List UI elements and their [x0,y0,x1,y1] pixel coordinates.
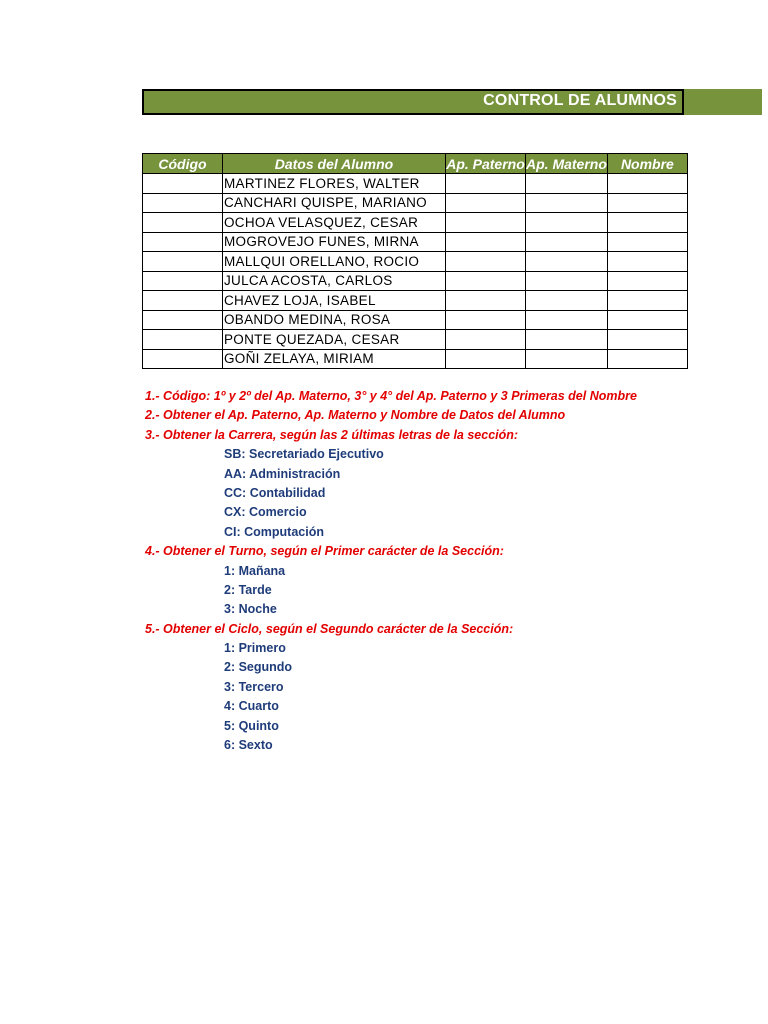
table-header-row [143,154,688,174]
ap-paterno-cell[interactable] [446,232,526,252]
codigo-cell[interactable] [143,271,223,291]
datos-alumno-cell[interactable]: MARTINEZ FLORES, WALTER [223,174,446,194]
option-item: AA: Administración [224,466,341,481]
option-item: 3: Tercero [224,679,284,694]
ap-materno-cell[interactable] [526,174,608,194]
header-codigo: Código [143,154,223,174]
header-ap-paterno: Ap. Paterno [446,155,525,172]
nombre-cell[interactable] [607,174,687,194]
instruction-item: 3.- Obtener la Carrera, según las 2 últimas letras de la sección: [145,427,519,442]
ap-materno-cell[interactable] [526,271,608,291]
ap-paterno-cell[interactable] [446,213,526,233]
datos-alumno-cell[interactable]: PONTE QUEZADA, CESAR [223,330,446,350]
option-item: 4: Cuarto [224,699,279,714]
ap-materno-cell[interactable] [526,330,608,350]
table-body [143,174,688,369]
nombre-cell[interactable] [607,193,687,213]
ap-paterno-cell[interactable] [446,174,526,194]
option-item: 5: Quinto [224,718,279,733]
instruction-item: 2.- Obtener el Ap. Paterno, Ap. Materno y Nombre de Datos del Alumno [145,408,566,423]
table-row [143,271,688,291]
table-row [143,213,688,233]
codigo-cell[interactable] [143,232,223,252]
datos-alumno-cell[interactable]: GOÑI ZELAYA, MIRIAM [223,349,446,369]
codigo-cell[interactable] [143,291,223,311]
option-item: 1: Primero [224,641,286,656]
option-item: 2: Tarde [224,582,272,597]
nombre-cell[interactable] [607,232,687,252]
codigo-cell[interactable] [143,330,223,350]
datos-alumno-cell[interactable]: MALLQUI ORELLANO, ROCIO [223,252,446,272]
ap-materno-cell[interactable] [526,291,608,311]
ap-paterno-cell[interactable] [446,349,526,369]
codigo-cell[interactable] [143,213,223,233]
codigo-cell[interactable] [143,252,223,272]
nombre-cell[interactable] [607,310,687,330]
instruction-item: 1.- Código: 1º y 2º del Ap. Materno, 3° y 4° del Ap. Paterno y 3 Primeras del Nombre [145,389,637,403]
nombre-cell[interactable] [607,213,687,233]
codigo-cell[interactable] [143,174,223,194]
page-title: CONTROL DE ALUMNOS [483,92,677,109]
header-datos-alumno: Datos del Alumno [223,154,446,174]
codigo-cell[interactable] [143,349,223,369]
nombre-cell[interactable] [607,291,687,311]
option-item: 1: Mañana [224,563,286,578]
instruction-item: 4.- Obtener el Turno, según el Primer carácter de la Sección: [145,544,504,559]
ap-paterno-cell[interactable] [446,271,526,291]
ap-materno-cell[interactable] [526,310,608,330]
datos-alumno-cell[interactable]: CANCHARI QUISPE, MARIANO [223,193,446,213]
instructions-list [145,387,755,755]
table-row [143,291,688,311]
datos-alumno-cell[interactable]: MOGROVEJO FUNES, MIRNA [223,232,446,252]
datos-alumno-cell[interactable]: JULCA ACOSTA, CARLOS [223,271,446,291]
ap-materno-cell[interactable] [526,193,608,213]
table-row [143,330,688,350]
student-table [142,153,688,369]
instruction-item: 5.- Obtener el Ciclo, según el Segundo carácter de la Sección: [145,621,514,636]
nombre-cell[interactable] [607,252,687,272]
ap-materno-cell[interactable] [526,232,608,252]
table-row [143,349,688,369]
option-item: 3: Noche [224,602,277,617]
ap-paterno-cell[interactable] [446,252,526,272]
table-row [143,174,688,194]
table-row [143,193,688,213]
nombre-cell[interactable] [607,271,687,291]
option-item: 6: Sexto [224,738,273,753]
option-item: 2: Segundo [224,660,293,675]
title-bar [142,89,762,115]
ap-paterno-cell[interactable] [446,193,526,213]
ap-paterno-cell[interactable] [446,330,526,350]
table-row [143,310,688,330]
ap-materno-cell[interactable] [526,349,608,369]
ap-paterno-cell[interactable] [446,291,526,311]
option-item: CI: Computación [224,524,324,539]
ap-paterno-cell[interactable] [446,310,526,330]
nombre-cell[interactable] [607,349,687,369]
table-row [143,232,688,252]
codigo-cell[interactable] [143,310,223,330]
codigo-cell[interactable] [143,193,223,213]
ap-materno-cell[interactable] [526,213,608,233]
datos-alumno-cell[interactable]: OCHOA VELASQUEZ, CESAR [223,213,446,233]
option-item: SB: Secretariado Ejecutivo [224,447,384,462]
datos-alumno-cell[interactable]: OBANDO MEDINA, ROSA [223,310,446,330]
datos-alumno-cell[interactable]: CHAVEZ LOJA, ISABEL [223,291,446,311]
nombre-cell[interactable] [607,330,687,350]
ap-materno-cell[interactable] [526,252,608,272]
option-item: CX: Comercio [224,505,307,520]
header-nombre: Nombre [607,154,687,174]
header-ap-materno: Ap. Materno [526,155,607,172]
table-row [143,252,688,272]
option-item: CC: Contabilidad [224,485,326,500]
